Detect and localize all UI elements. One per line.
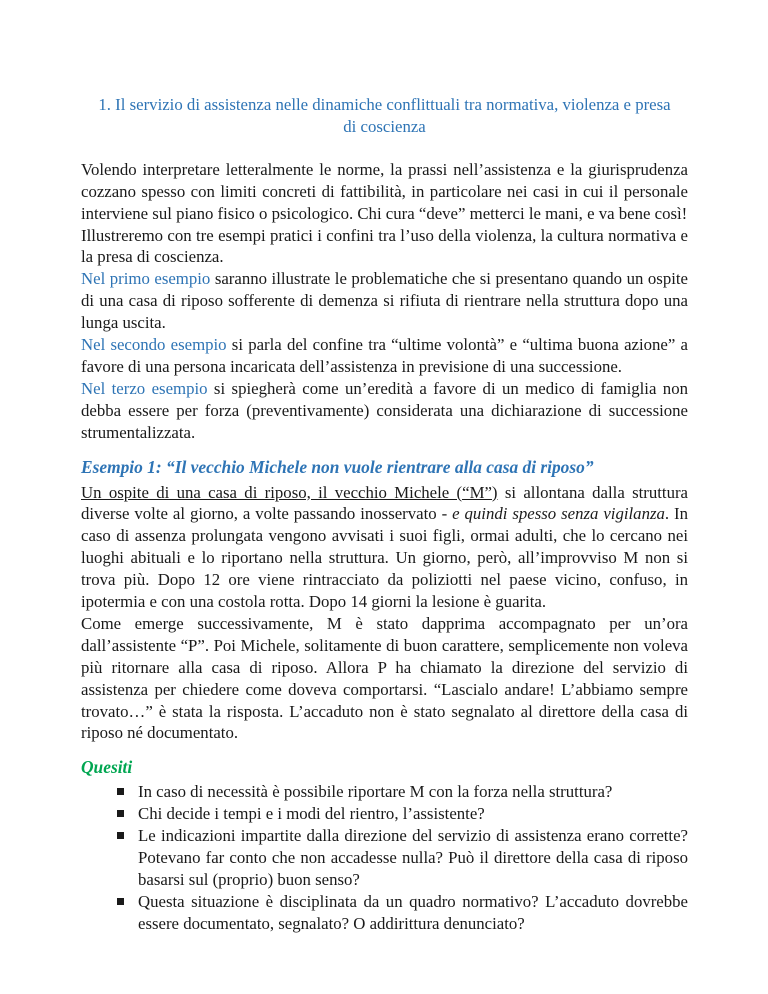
example-3-label: Nel terzo esempio <box>81 378 208 398</box>
example-1-label: Nel primo esempio <box>81 269 211 289</box>
list-item <box>117 891 688 935</box>
example-1-title: Esempio 1: “Il vecchio Michele non vuole rientrare alla casa di riposo” <box>81 456 594 477</box>
list-item <box>117 825 688 891</box>
square-bullet-icon <box>117 832 124 839</box>
square-bullet-icon <box>117 788 124 795</box>
question-text: Chi decide i tempi e i modi del rientro, l’assistente? <box>138 804 485 824</box>
question-text: Questa situazione è disciplinata da un quadro normativo? L’accaduto dovrebbe essere documentato, segnalato? O addirittura denunciato? <box>138 891 688 933</box>
quesiti-title: Quesiti <box>81 757 133 778</box>
example-1-summary: saranno illustrate le problematiche che si presentano quando un ospite di una casa di riposo sofferente di demenza si rifiuta di rientrare nella struttura dopo una lunga uscita. <box>81 269 688 333</box>
example-1-underlined-text: Un ospite di una casa di riposo, il vecchio Michele (“M”) <box>81 482 498 502</box>
example-1-text-b: . In caso di assenza prolungata vengono avvisati i suoi figli, ormai adulti, che lo cercano nei luoghi abituali e lo riportano nella struttura. Un giorno, però, all’improvviso M non si trova più. Dopo 12 ore viene rintracciato da poliziotti nel paese vicino, confuso, in ipotermia e con una costola rotta. Dopo 14 giorni la lesione è guarita. <box>81 504 689 612</box>
intro-paragraph-2: Illustreremo con tre esempi pratici i confini tra l’uso della violenza, la cultura normativa e la presa di coscienza. <box>81 225 688 267</box>
intro-example-2 <box>81 334 688 378</box>
question-text: In caso di necessità è possibile riportare M con la forza nella struttura? <box>138 782 613 802</box>
question-text: Le indicazioni impartite dalla direzione del servizio di assistenza erano corrette? Potevano far conto che non accadesse nulla? Può il direttore della casa di riposo basarsi sul (proprio) buon senso? <box>138 826 688 889</box>
example-3-summary: si spiegherà come un’eredità a favore di un medico di famiglia non debba essere per forza (preventivamente) considerata una dichiarazione di successione strumentalizzata. <box>81 378 688 442</box>
section-heading: 1. Il servizio di assistenza nelle dinamiche conflittuali tra normativa, violenza e presa di coscienza <box>98 95 671 136</box>
intro-example-3 <box>81 378 688 444</box>
quesiti-list <box>81 781 688 934</box>
example-2-summary: si parla del confine tra “ultime volontà” e “ultima buona azione” a favore di una persona incaricata dell’assistenza in previsione di una successione. <box>81 335 688 376</box>
square-bullet-icon <box>117 898 124 905</box>
example-1-paragraph-2: Come emerge successivamente, M è stato dapprima accompagnato per un’ora dall’assistente “P”. Poi Michele, solitamente di buon carattere, semplicemente non voleva più ritornare alla casa di riposo. Allora P ha chiamato la direzione del servizio di assistenza per chiedere come doveva comportarsi. “Lascialo andare! L’abbiamo sempre trovato…” è stata la risposta. L’accaduto non è stato segnalato al direttore della casa di riposo né documentato. <box>81 613 688 743</box>
list-item <box>117 803 688 825</box>
example-1-italic-text: e quindi spesso senza vigilanza <box>452 504 665 524</box>
square-bullet-icon <box>117 810 124 817</box>
example-2-label: Nel secondo esempio <box>81 335 227 355</box>
intro-example-1 <box>81 268 688 334</box>
document-page <box>81 94 688 935</box>
list-item <box>117 781 688 803</box>
intro-paragraph-1: Volendo interpretare letteralmente le norme, la prassi nell’assistenza e la giurisprudenza cozzano spesso con limiti concreti di fattibilità, in particolare nei casi in cui il personale interviene sul piano fisico o psicologico. Chi cura “deve” metterci le mani, e va bene così! <box>81 159 688 223</box>
example-1-paragraph-1 <box>81 482 688 613</box>
example-1-text-a: si allontana dalla struttura diverse volte al giorno, a volte passando inosservato - <box>81 482 689 524</box>
